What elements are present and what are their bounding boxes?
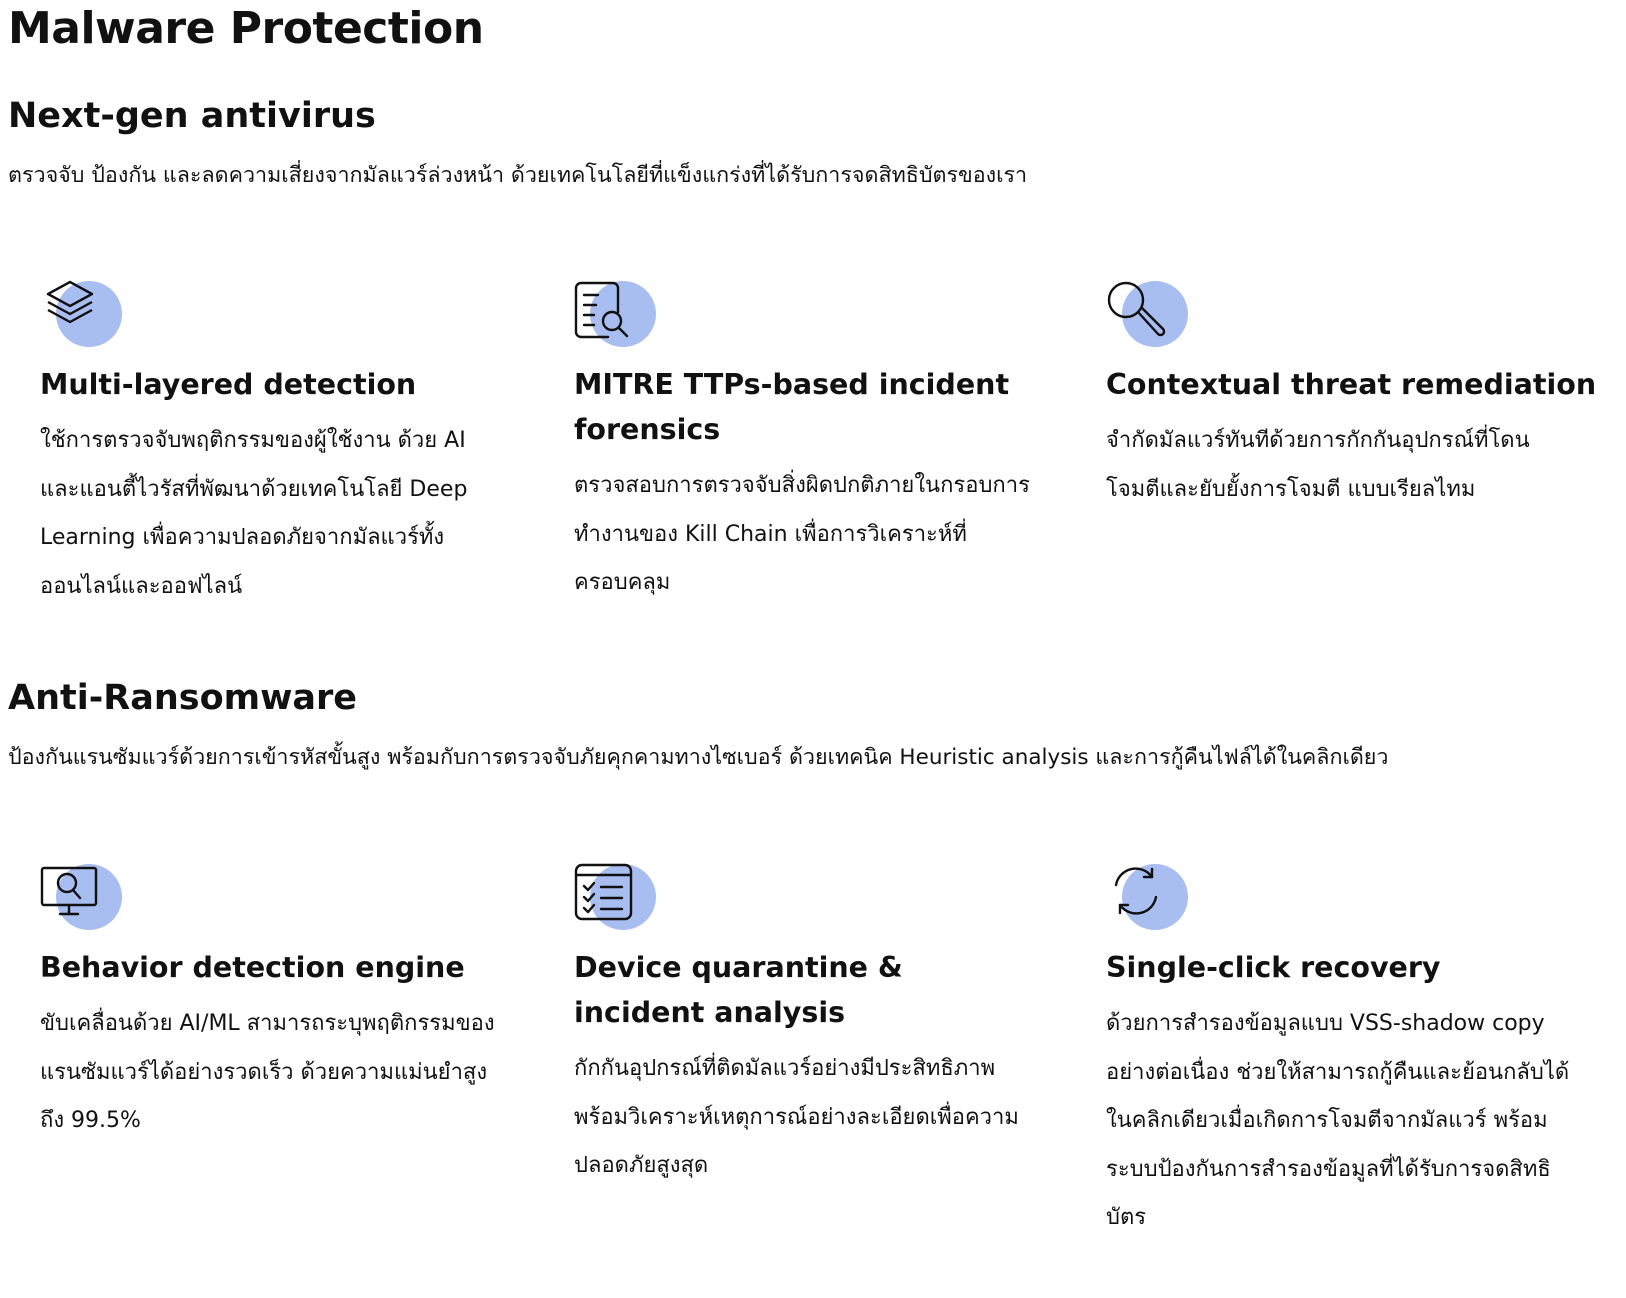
section-description: ป้องกันแรนซัมแวร์ด้วยการเข้ารหัสขั้นสูง พร้อมกับการตรวจจับภัยคุกคามทางไซเบอร์ ด้วยเทคนิค Heuristic analysis และการกู้คืนไฟล์ได้ในคลิกเดียว bbox=[8, 745, 1389, 770]
refresh-icon bbox=[1106, 851, 1196, 931]
card-title: Device quarantine & incident analysis bbox=[574, 951, 903, 1029]
feature-card bbox=[40, 851, 510, 1146]
feature-card bbox=[1106, 268, 1597, 514]
card-title: Contextual threat remediation bbox=[1106, 368, 1597, 401]
card-title: Multi-layered detection bbox=[40, 368, 417, 401]
page-title: Malware Protection bbox=[8, 3, 484, 54]
feature-card bbox=[1106, 851, 1576, 1243]
checklist-icon bbox=[574, 851, 664, 931]
feature-card bbox=[40, 268, 510, 611]
card-body: จำกัดมัลแวร์ทันทีด้วยการกักกันอุปกรณ์ที่โดนโจมตีและยับยั้งการโจมตี แบบเรียลไทม bbox=[1106, 428, 1530, 502]
card-title: MITRE TTPs-based incident forensics bbox=[574, 368, 1010, 446]
section-description: ตรวจจับ ป้องกัน และลดความเสี่ยงจากมัลแวร์ล่วงหน้า ด้วยเทคโนโลยีที่แข็งแกร่งที่ได้รับการจดสิทธิบัตรของเรา bbox=[8, 163, 1028, 188]
feature-card bbox=[574, 268, 1034, 608]
card-body: ใช้การตรวจจับพฤติกรรมของผู้ใช้งาน ด้วย AI และแอนตี้ไวรัสที่พัฒนาด้วยเทคโนโลยี Deep Learning เพื่อความปลอดภัยจากมัลแวร์ทั้งออนไลน์และออฟไลน์ bbox=[40, 428, 468, 599]
feature-card bbox=[574, 851, 1034, 1191]
card-body: กักกันอุปกรณ์ที่ติดมัลแวร์อย่างมีประสิทธิภาพ พร้อมวิเคราะห์เหตุการณ์อย่างละเอียดเพื่อความปลอดภัยสูงสุด bbox=[574, 1056, 1019, 1178]
magnifier-icon bbox=[1106, 268, 1196, 348]
document-search-icon bbox=[574, 268, 664, 348]
card-title: Single-click recovery bbox=[1106, 951, 1441, 984]
layers-icon bbox=[40, 268, 130, 348]
card-body: ตรวจสอบการตรวจจับสิ่งผิดปกติภายในกรอบการทำงานของ Kill Chain เพื่อการวิเคราะห์ที่ครอบคลุม bbox=[574, 473, 1030, 595]
monitor-search-icon bbox=[40, 851, 130, 931]
card-body: ขับเคลื่อนด้วย AI/ML สามารถระบุพฤติกรรมของแรนซัมแวร์ได้อย่างรวดเร็ว ด้วยความแม่นยำสูงถึง 99.5% bbox=[40, 1011, 495, 1133]
section-title-next-gen-antivirus: Next-gen antivirus bbox=[8, 96, 376, 136]
card-title: Behavior detection engine bbox=[40, 951, 465, 984]
card-body: ด้วยการสำรองข้อมูลแบบ VSS-shadow copy อย่างต่อเนื่อง ช่วยให้สามารถกู้คืนและย้อนกลับได้ในคลิกเดียวเมื่อเกิดการโจมตีจากมัลแวร์ พร้อมระบบป้องกันการสำรองข้อมูลที่ได้รับการจดสิทธิบัตร bbox=[1106, 1011, 1570, 1230]
section-title-anti-ransomware: Anti-Ransomware bbox=[8, 678, 358, 718]
